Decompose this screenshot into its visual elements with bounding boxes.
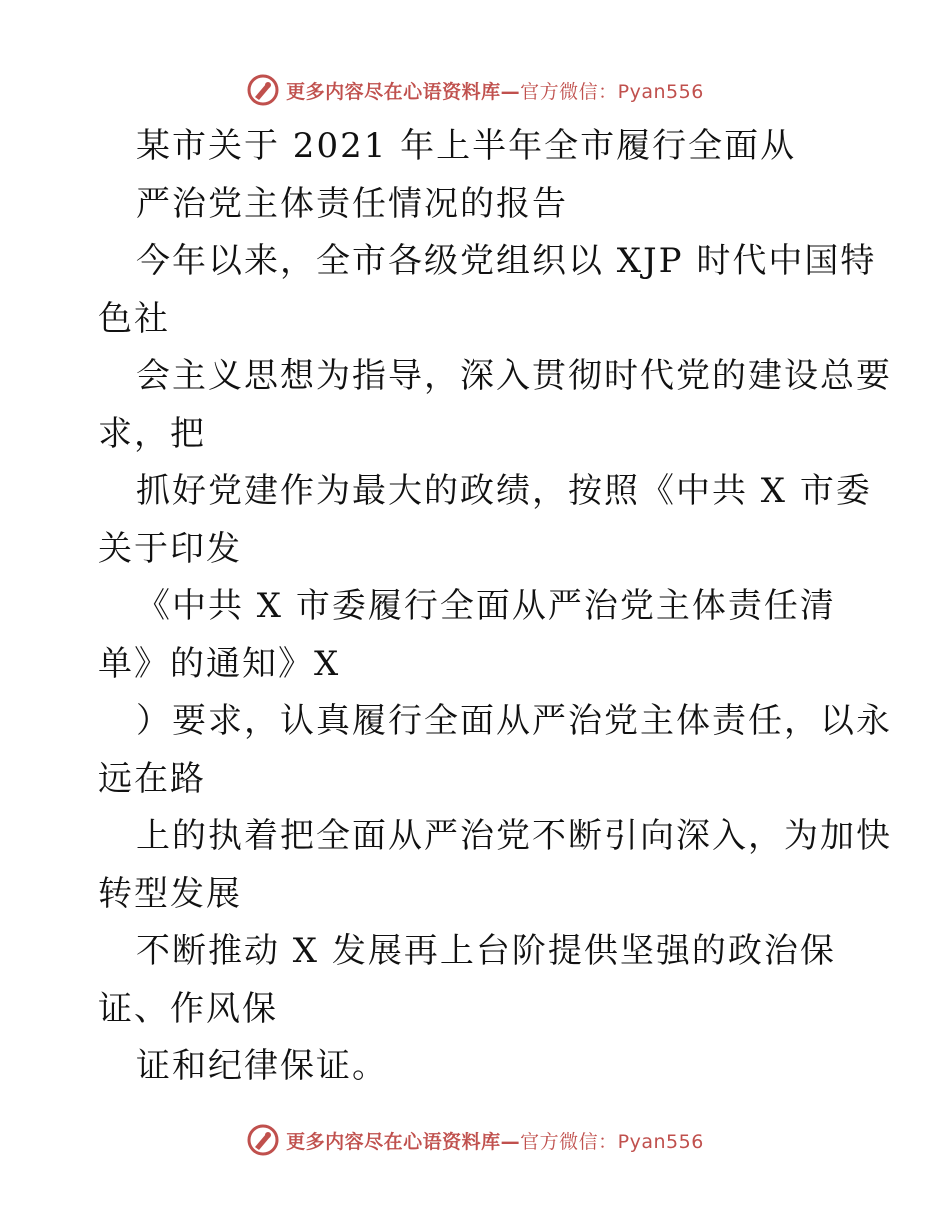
footer-banner <box>0 1120 950 1160</box>
text-line: 证和纪律保证。 <box>136 1046 388 1086</box>
text-line: 抓好党建作为最大的政绩，按照《中共 X 市委 <box>136 471 872 511</box>
text-line: 不断推动 X 发展再上台阶提供坚强的政治保 <box>136 931 836 971</box>
text-line: 单》的通知》X <box>98 643 341 684</box>
document-body <box>98 118 892 1096</box>
text-line: 转型发展 <box>98 873 242 914</box>
text-line: 求，把 <box>98 413 206 454</box>
text-line: 色社 <box>98 298 170 339</box>
text-line: 关于印发 <box>98 528 242 569</box>
text-line: 上的执着把全面从严治党不断引向深入，为加快 <box>136 816 892 856</box>
text-line: ）要求，认真履行全面从严治党主体责任，以永 <box>136 701 892 741</box>
text-line: 今年以来，全市各级党组织以 XJP 时代中国特 <box>136 241 877 281</box>
text-line: 证、作风保 <box>98 988 278 1029</box>
text-line: 严治党主体责任情况的报告 <box>136 183 568 224</box>
text-line: 远在路 <box>98 758 206 799</box>
logo-icon <box>246 73 280 107</box>
text-line: 会主义思想为指导，深入贯彻时代党的建设总要 <box>136 356 892 396</box>
header-banner <box>0 70 950 110</box>
text-line: 某市关于 2021 年上半年全市履行全面从 <box>136 126 797 166</box>
header-banner-text: 更多内容尽在心语资料库—官方微信：Pyan556 <box>286 80 704 103</box>
footer-banner-text: 更多内容尽在心语资料库—官方微信：Pyan556 <box>286 1130 704 1153</box>
logo-icon <box>246 1123 280 1157</box>
text-line: 《中共 X 市委履行全面从严治党主体责任清 <box>136 586 836 626</box>
